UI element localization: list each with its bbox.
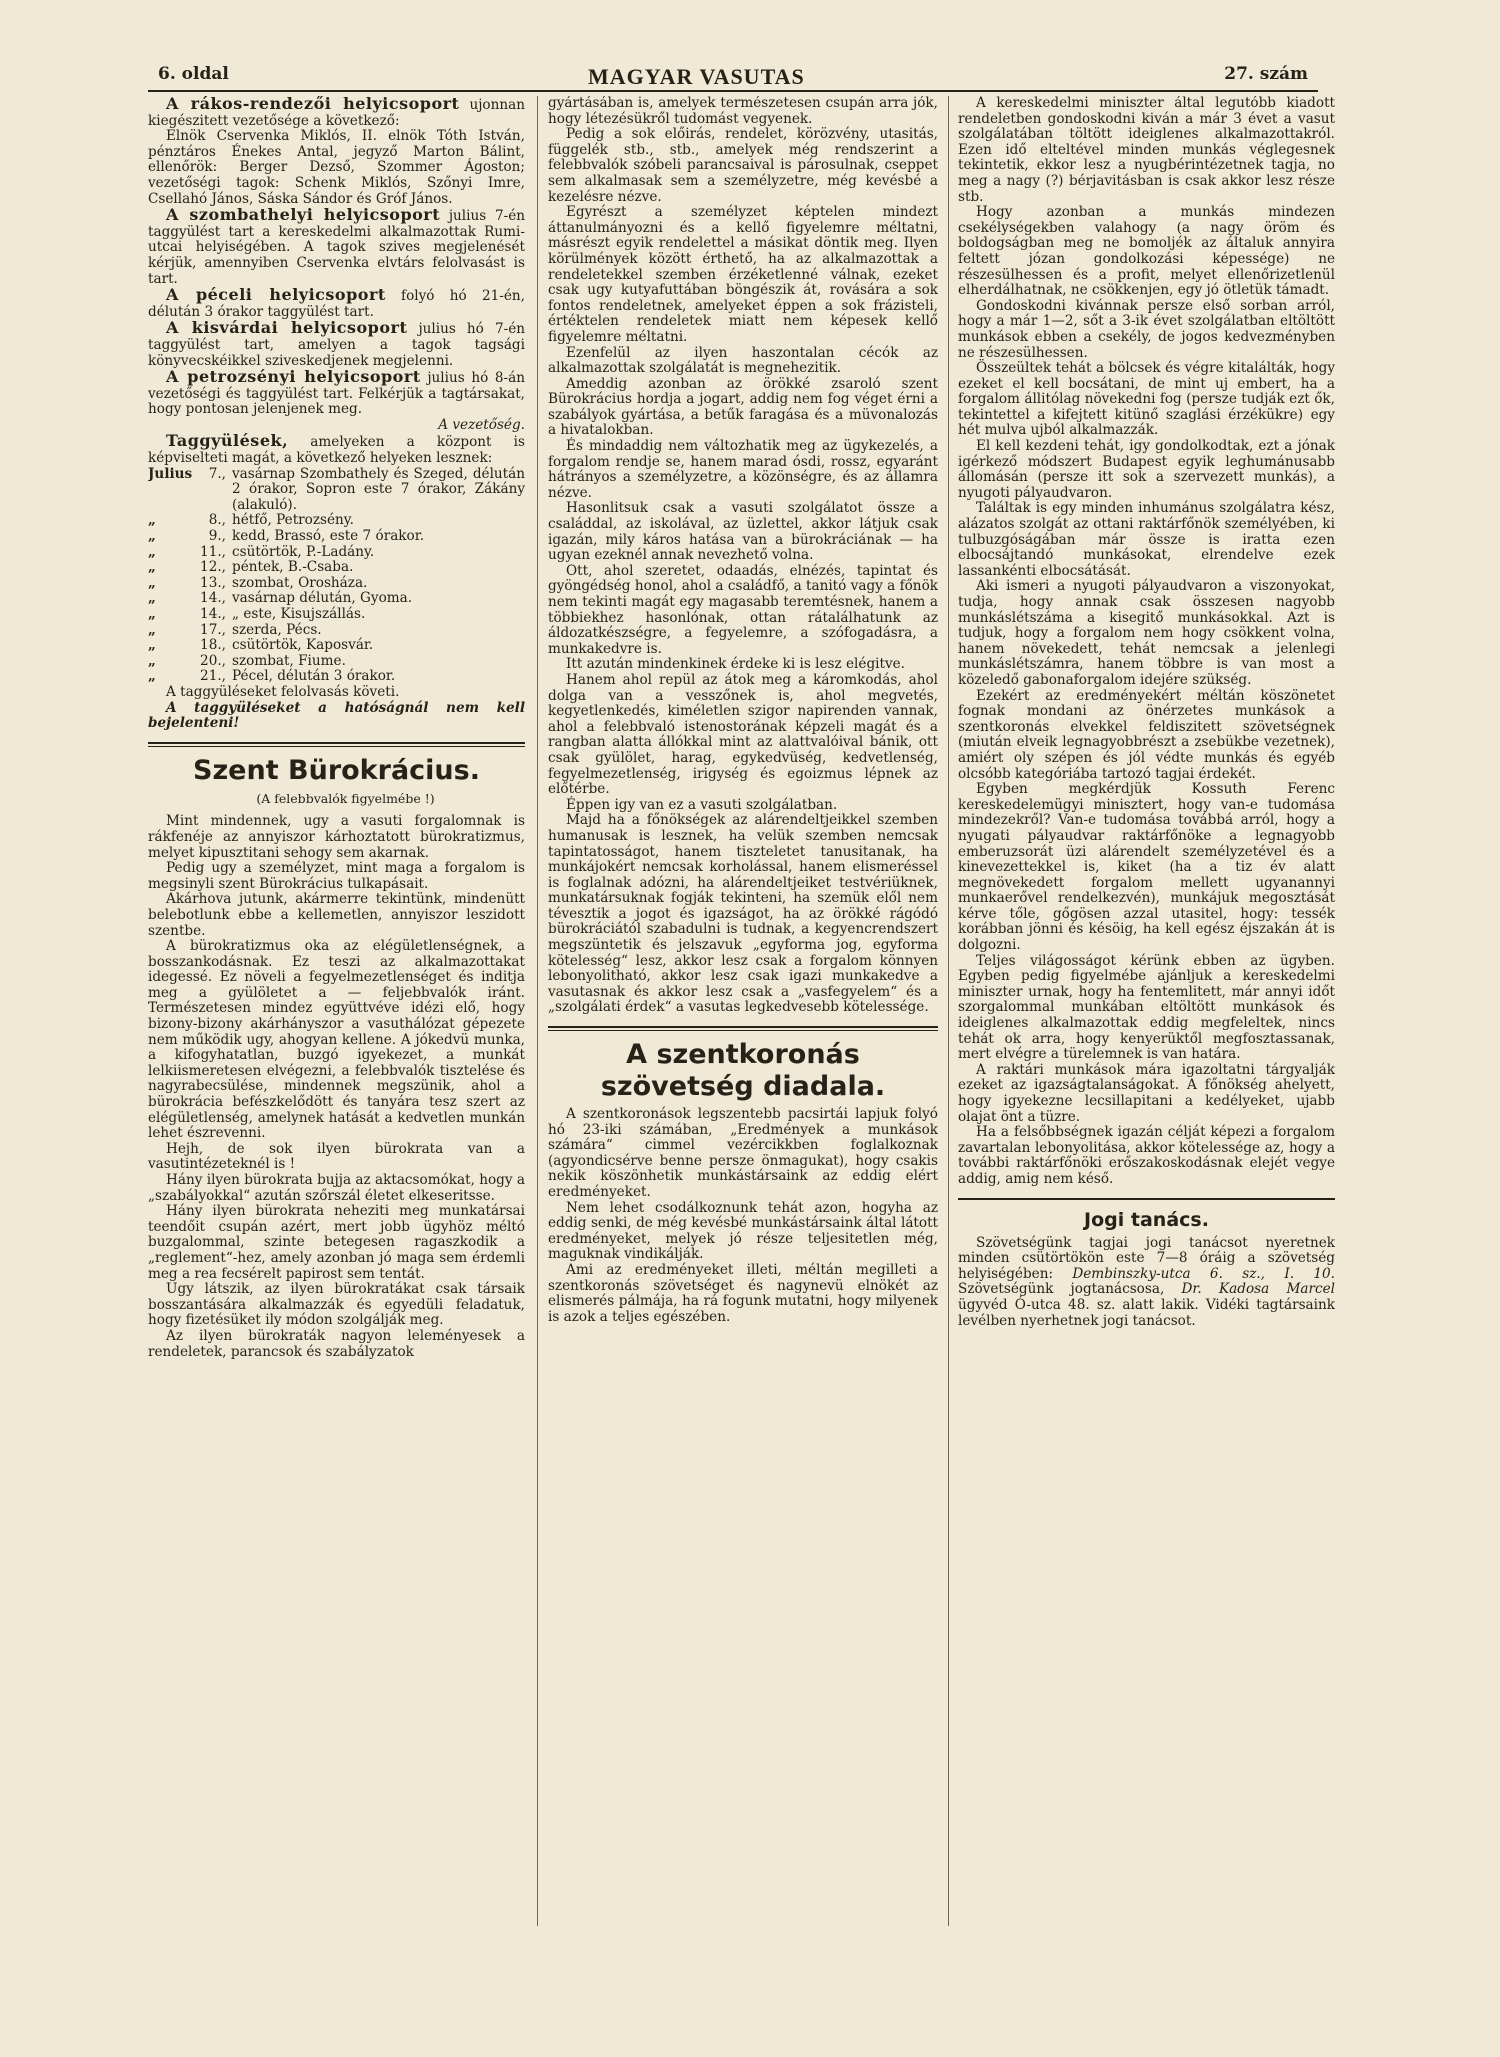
article-paragraph: Hogy azonban a munkás mindezen csekélységekben valahogy (a nagy öröm és boldogságban meg ne bomoljék az általuk annyira feltett józan gondolkozási képessége) ne részesülhessen és a profit, melyet ellenőrizetlenül elherdálhatnak, ne csökkenjen, egy jó ötletük támadt. [958,204,1335,299]
article-paragraph: A bürokratizmus oka az elégületlenségnek, a bosszankodásnak. Ez teszi az alkalmazottakat idegessé. Ez növeli a fegyelmezetlenséget és inditja meg a gyülöletet a — feljebbvalók iránt. Természetesen mindez együttvéve idézi elő, hogy bizony-bizony akárhányszor a vasuthálózat gépezete nem működik ugy, ahogyan kellene. A jókedvü munka, a kifogyhatatlan, buzgó igyekezet, a munkát lelkiismeretesen elvégezni, a felebbvalók tisztelése és nagyrabecsülése, mindennek megszünik, ahol a bürokrácia befészkelődött és tanyára tesz szert az elégületlenség, amelynek hatását a kedvetlen munkán lehet észrevenni. [148,938,525,1142]
schedule-day: 17., [200,621,226,638]
schedule-day: 14., [200,606,226,622]
article-paragraph: Teljes világosságot kérünk ebben az ügyben. Egyben pedig figyelmébe ajánljuk a kereskedelmi miniszter urnak, hogy ha fentemlitett, már annyi időt szorgalommal munkában eltöltött munkások és ideiglenes alkalmazottak eddig megfeleltek, nincs tehát ok arra, hogy kenyerüktől megfosztassanak, mert elvégre a türelemnek is van határa. [958,952,1335,1063]
schedule-row [148,529,525,545]
article-paragraph: Ezekért az eredményekért méltán köszönetet fognak mondani az önérzetes munkások a szentkoronás elvekkel feldiszitett szövetségnek (miután elveik legnagyobbrészt a zsebükbe vezetnek), amiért oly szépen és jól védte munkás és egyéb olcsóbb kategóriába tartozó tagjai érdekét. [958,687,1335,782]
notice-meetings: Taggyülések, amelyeken a központ is képviselteti magát, a következő helyeken lesznek: [148,431,525,467]
schedule-text: péntek, B.-Csaba. [232,559,354,576]
section-rule [548,1026,938,1028]
schedule-text: szombat, Orosháza. [232,574,368,591]
article-paragraph: Gondoskodni kivánnak persze első sorban arról, hogy a már 1—2, sőt a 3-ik évet szolgálatban eltöltött munkások ebben a csekély, de jogos kedvezményben ne részesülhessen. [958,297,1335,361]
schedule-month: „ [148,590,156,607]
article-paragraph: Akárhova jutunk, akármerre tekintünk, mindenütt belebotlunk ebbe a kellemetlen, annyiszor leszidott szentbe. [148,891,525,939]
article-paragraph: Hanem ahol repül az átok meg a káromkodás, ahol dolga van a vesszőnek is, ahol megvetés, kegyetlenkedés, kiméletlen szigor napirenden vannak, ahol a felebbvaló istenostorának képzeli magát és a rangban alatta állókkal mint az alattvalóival bánik, ott csak gyülölet, harag, egykedvüség, kedvetlenség, fegyelmezetlenség, irigység és egoizmus lépnek az előtérbe. [548,671,938,798]
schedule-row [148,576,525,592]
section-rule [958,1198,1335,1200]
article-paragraph: A kereskedelmi miniszter által legutóbb kiadott rendeletben gondoskodni kiván a már 3 évet a vasut szolgálatában töltött ideiglenes alkalmazottakról. Ezen idő elteltével minden munkás véglegesnek tekintetik, ekkor lesz a nyugbérintézetnek tagja, no meg a nagy (?) bérjavitásban is csak akkor lesz része stb. [958,96,1335,205]
notice-rakos-members: Elnök Cservenka Miklós, II. elnök Tóth István, pénztáros Énekes Antal, jegyző Marton Bálint, ellenőrök: Berger Dezső, Szommer Ágoston; vezetőségi tagok: Schenk Miklós, Szőnyi Imre, Csellahó János, Sáska Sándor és Gróf János. [148,128,525,207]
schedule-month: „ [148,668,156,685]
schedule-day: 13., [200,574,226,591]
article-paragraph: Ami az eredményeket illeti, méltán megilleti a szentkoronás szövetséget és nagynevü elnökét az elismerés pálmája, ha rá fogunk mutatni, hogy milyenek is azok a teljes egészében. [548,1261,938,1325]
schedule-text: Pécel, délután 3 órakor. [232,668,396,685]
schedule-month: „ [148,637,156,654]
schedule-text: szerda, Pécs. [232,621,322,638]
article-paragraph: El kell kezdeni tehát, igy gondolkodtak, ezt a jónak igérkező módszert Budapest egyik leghumánusabb állomásán (persze itt sok a szervezett munkás), a nyugoti pályaudvaron. [958,438,1335,501]
article-subtitle: (A felebbvalók figyelmébe !) [256,790,435,806]
column-3 [958,96,1335,1996]
schedule-row [148,607,525,623]
article-paragraph: És mindaddig nem változhatik meg az ügykezelés, a forgalom rendje se, hanem marad ósdi, rossz, egyaránt hátrányos a személyzetre, a közönségre, és az államra nézve. [548,438,938,501]
column-1 [148,96,525,1996]
schedule-day: 18., [200,637,226,654]
article-paragraph: Hasonlitsuk csak a vasuti szolgálatot össze a családdal, az iskolával, az üzlettel, akkor látjuk csak igazán, mily káros hatása van a bürokráciának — ha ugyan ezeknél annak nevezhető volna. [548,500,938,564]
schedule-day: 21., [200,668,226,685]
article-paragraph: A szentkoronások legszentebb pacsirtái lapjuk folyó hó 23-iki számában, „Eredmények a munkások számára“ cimmel vezércikkben foglalkoznak (agyondicsérve benne persze önmagukat), hogy csakis nekik köszönhetik munkástársaink az eddig elért eredményeket. [548,1106,938,1200]
article-paragraph: Az ilyen bürokraták nagyon leleményesek a rendeletek, parancsok és szabályzatok [148,1327,525,1360]
section-rule [148,746,525,747]
schedule-month: „ [148,528,156,545]
schedule-text: „ este, Kisujszállás. [232,606,366,622]
article-paragraph: Nem lehet csodálkoznunk tehát azon, hogyha az eddig senki, de még kevésbé munkástársaink által látott eredményeket, melyek jó része teljesitetlen még, maguknak vindikálják. [548,1199,938,1263]
schedule-month: „ [148,652,156,669]
column-divider [948,96,949,1926]
schedule-row [148,467,525,514]
schedule-month: „ [148,606,156,622]
article-paragraph: Egyrészt a személyzet képtelen mindezt áttanulmányozni és a kellő figyelemre méltatni, másrészt egyik rendelettel a másikat döntik meg. Ilyen körülmények között érthető, ha az alkalmazottak a rendeletekkel szemben érzéketlenné válnak, ezeket csak ugy kutyafuttában böngészik át, rovására a sok fontos rendeletnek, amelyeket éppen a sok frázisteli, értéktelen rendeletek miatt nem képesek kellő figyelemre méltatni. [548,204,938,345]
schedule-month: Julius [148,465,193,482]
article-title-szentkoronas: A szentkoronás szövetség diadala. [600,1039,886,1103]
issue-number: 27. szám [1224,64,1308,84]
newspaper-masthead: MAGYAR VASUTAS [588,64,805,89]
schedule-month: „ [148,574,156,591]
article-paragraph: Itt azután mindenkinek érdeke ki is lesz elégitve. [566,656,906,673]
schedule-month: „ [148,621,156,638]
article-paragraph: Mint mindennek, ugy a vasuti forgalomnak is rákfenéje az annyiszor kárhoztatott bürokratizmus, melyet kipusztitani sehogy sem akarnak. [148,813,525,861]
column-2 [548,96,938,1996]
header-rule [148,90,1318,92]
schedule-text: szombat, Fiume. [232,652,346,669]
article-paragraph: Egyben megkérdjük Kossuth Ferenc kereskedelemügyi minisztert, hogy van-e tudomása mindezekről? Van-e tudomása továbbá arról, hogy a nyugati pályaudvar raktárfőnöke a legnagyobb emberuzsorát üzi alárendelt személyzetével és a kinevezettekkel is, kiket (ha a tiz év alatt megnövekedett forgalom mellett ugyanannyi munkaerővel rendelkezvén), munkájuk megosztását kérve tőle, gőgösen azzal utasitel, hogy: tessék korábban jönni és késöig, ha kell egész éjszakán át is dolgozni. [958,781,1335,954]
schedule-text: csütörtök, Kaposvár. [232,637,374,654]
schedule-day: 8., [208,512,226,529]
schedule-row [148,545,525,561]
article-paragraph: Majd ha a főnökségek az alárendeltjeikkel szemben humanusak is lesznek, ha velük szemben nemcsak tapintatosságot, hanem tiszteletet tanusitanak, ha munkájokért nemcsak korholással, hanem elismeréssel is foglalnak adózni, ha alárendeltjeiket testvériüknek, munkatársuknak fogják tekinteni, ha szemük elől nem tévesztik a jogot és igazságot, ha az örökké rágódó bürokráciától szabadulni is tudnak, a kegyencrendszert megszüntetik és jelszavuk „egyforma jog, egyforma kötelesség“ lesz, akkor lesz csak a forgalom könnyen lebonyolitható, akkor lesz csak igazi munkakedve a vasutasnak és akkor lesz csak a „vasfegyelem“ és a „szolgálati érdek“ a vasutas legkedvesebb kötelessége. [548,812,938,1016]
article-title-bureaucracy: Szent Bürokrácius. [193,754,480,786]
article-paragraph: Ha a felsőbbségnek igazán célját képezi a forgalom zavartalan lebonyolitása, akkor kötelessége az, hogy a további raktárfőnöki erőszakoskodásnak elejét vegye addig, amig nem késő. [958,1124,1335,1187]
meeting-warning: A taggyüléseket a hatóságnál nem kell bejelenteni! [148,699,525,732]
schedule-row [148,513,525,529]
article-paragraph: A raktári munkások mára igazoltatni tárgyalják ezeket az igazságtalanságokat. A főnökség ahelyett, hogy igyekezne lecsillapitani a kedélyeket, ujabb olajat önt a tüzre. [958,1061,1335,1125]
article-paragraph: Ott, ahol szeretet, odaadás, elnézés, tapintat és gyöngédség honol, ahol a családfő, a tanitó vagy a főnök nem tekinti magát egy magasabb teremtésnek, hanem a többiekhez hasonlónak, ottan rátalálhatunk az áldozatkészségre, a fegyelemre, a szófogadásra, a munkakedvre is. [548,562,938,657]
article-paragraph: Találtak is egy minden inhumánus szolgálatra kész, alázatos szolgát az ottani raktárfőnök személyében, ki tulbuzgóságában már össze is iratta ezen elbocsájtandó munkásokat, elrendelve ezek lassankénti elbocsátását. [958,500,1335,579]
article-paragraph: Ugy látszik, az ilyen bürokratákat csak társaik bosszantására alkalmazzák és egyedüli feladatuk, hogy fizetésüket ily módon szolgálják meg. [148,1281,525,1329]
article-paragraph: Hejh, de sok ilyen bürokrata van a vasutintézeteknél is ! [148,1140,525,1173]
notice-rakos: A rákos-rendezői helyicsoport ujonnan kiegészitett vezetősége a következő: [148,96,525,129]
page-number: 6. oldal [158,64,229,84]
schedule-month: „ [148,543,156,560]
notice-petrozseny: A petrozsényi helyicsoport julius hó 8-án vezetőségi és taggyülést tart. Felkérjük a tagtársakat, hogy pontosan jelenjenek meg. [148,367,525,418]
schedule-day: 20., [200,652,226,669]
schedule-row [148,654,525,670]
schedule-text: kedd, Brassó, este 7 órakor. [232,528,425,545]
schedule-row [148,591,525,607]
article-paragraph: Pedig a sok előirás, rendelet, körözvény, utasitás, függelék stb., stb., amelyek még rendszerint a felebbvalók szóbeli parancsaival is párosulnak, cseppet sem alkalmasak sem a személyzetre, még kevésbé a kezelésre nézve. [548,126,938,205]
meeting-note: A taggyüléseket felolvasás követi. [166,683,400,700]
notice-signature: A vezetőség. [438,416,525,433]
article-paragraph: Ameddig azonban az örökké zsaroló szent Bürokrácius hordja a jogart, addig nem fog véget érni a szabályok gyártása, a betűk faragása és a müvonalozás a hivatalokban. [548,375,938,439]
article-paragraph: Ezenfelül az ilyen haszontalan cécók az alkalmazottak szolgálatát is megnehezitik. [548,344,938,377]
schedule-row [148,623,525,639]
schedule-month: „ [148,559,156,576]
schedule-day: 11., [200,543,226,560]
schedule-day: 9., [208,528,226,545]
schedule-day: 14., [200,590,226,607]
schedule-row [148,638,525,654]
notice-kisvarda: A kisvárdai helyicsoport julius hó 7-én taggyülést tart, amelyen a tagok tagsági könyvecskéikkel sziveskedjenek megjelenni. [148,318,525,369]
legal-advice-paragraph: Szövetségünk tagjai jogi tanácsot nyeretnek minden csütörtökön este 7—8 óráig a szövetség helyiségében: Dembinszky-utca 6. sz., I. 10. Szövetségünk jogtanácsosa, Dr. Kadosa Marcel ügyvéd Ó-utca 48. sz. alatt lakik. Vidéki tagtársaink levélben nyerhetnek jogi tanácsot. [958,1234,1335,1329]
article-paragraph: gyártásában is, amelyek természetesen csupán arra jók, hogy létezésükről tudomást vegyenek. [548,96,938,127]
schedule-text: vasárnap délután, Gyoma. [232,590,413,607]
schedule-row [148,669,525,685]
column-divider [537,96,538,1926]
schedule-day: 12., [200,559,226,576]
article-paragraph: Pedig ugy a személyzet, mint maga a forgalom is megsinyli szent Bürokrácius tulkapásait. [148,860,525,892]
article-title-legal-advice: Jogi tanács. [1084,1208,1209,1231]
meeting-schedule [148,467,525,685]
schedule-text: hétfő, Petrozsény. [232,512,354,529]
article-paragraph: Aki ismeri a nyugoti pályaudvaron a viszonyokat, tudja, hogy annak csak összesen nagyobb munkáslétszáma a kisegitő munkásokkal. Azt is tudjuk, hogy a forgalom nem hogy csökkent volna, hanem növekedett, tehát nemcsak a jelenlegi munkáslétszámra, hanem többre is van most a közeledő gabonaforgalom idejére szükség. [958,578,1335,688]
section-rule [548,1030,938,1031]
notice-pecel: A péceli helyicsoport folyó hó 21-én, délután 3 órakor taggyülést tart. [148,285,525,320]
page-header [148,64,1318,90]
article-paragraph: Összeültek tehát a bölcsek és végre kitalálták, hogy ezeket el kell bocsátani, de mint uj embert, ha a forgalom állitólag növekedni fog (persze tudják ezt ők, tekintettel a kifejtett kitünő szaglási érzékükre) egy hét mulva ujból alkalmazzák. [958,360,1335,439]
schedule-row [148,560,525,576]
article-paragraph: Hány ilyen bürokrata neheziti meg munkatársai teendőit csupán azért, mert jobb ügyhöz méltó buzgalommal, szinte betegesen ragaszkodik a „reglement“-hez, amely azonban jó maga sem érdemli meg a rea fecsérelt papirost sem tentát. [148,1203,525,1282]
schedule-month: „ [148,512,156,529]
schedule-day: 7., [208,465,226,482]
schedule-text: csütörtök, P.-Ladány. [232,543,375,560]
schedule-text: vasárnap Szombathely és Szeged, délután 2 órakor, Sopron este 7 órakor, Zákány (alakuló). [232,465,525,513]
article-paragraph: Hány ilyen bürokrata bujja az aktacsomókat, hogy a „szabályokkal“ azután szőrszál életet elkeseritsse. [148,1172,525,1204]
section-rule [148,742,525,744]
notice-szombathely: A szombathelyi helyicsoport julius 7-én taggyülést tart a kereskedelmi alkalmazottak Rumi-utcai helyiségében. A tagok szives megjelenését kérjük, amennyiben Cservenka elvtárs felolvasást is tart. [148,205,525,287]
article-paragraph: Éppen igy van ez a vasuti szolgálatban. [566,796,838,813]
